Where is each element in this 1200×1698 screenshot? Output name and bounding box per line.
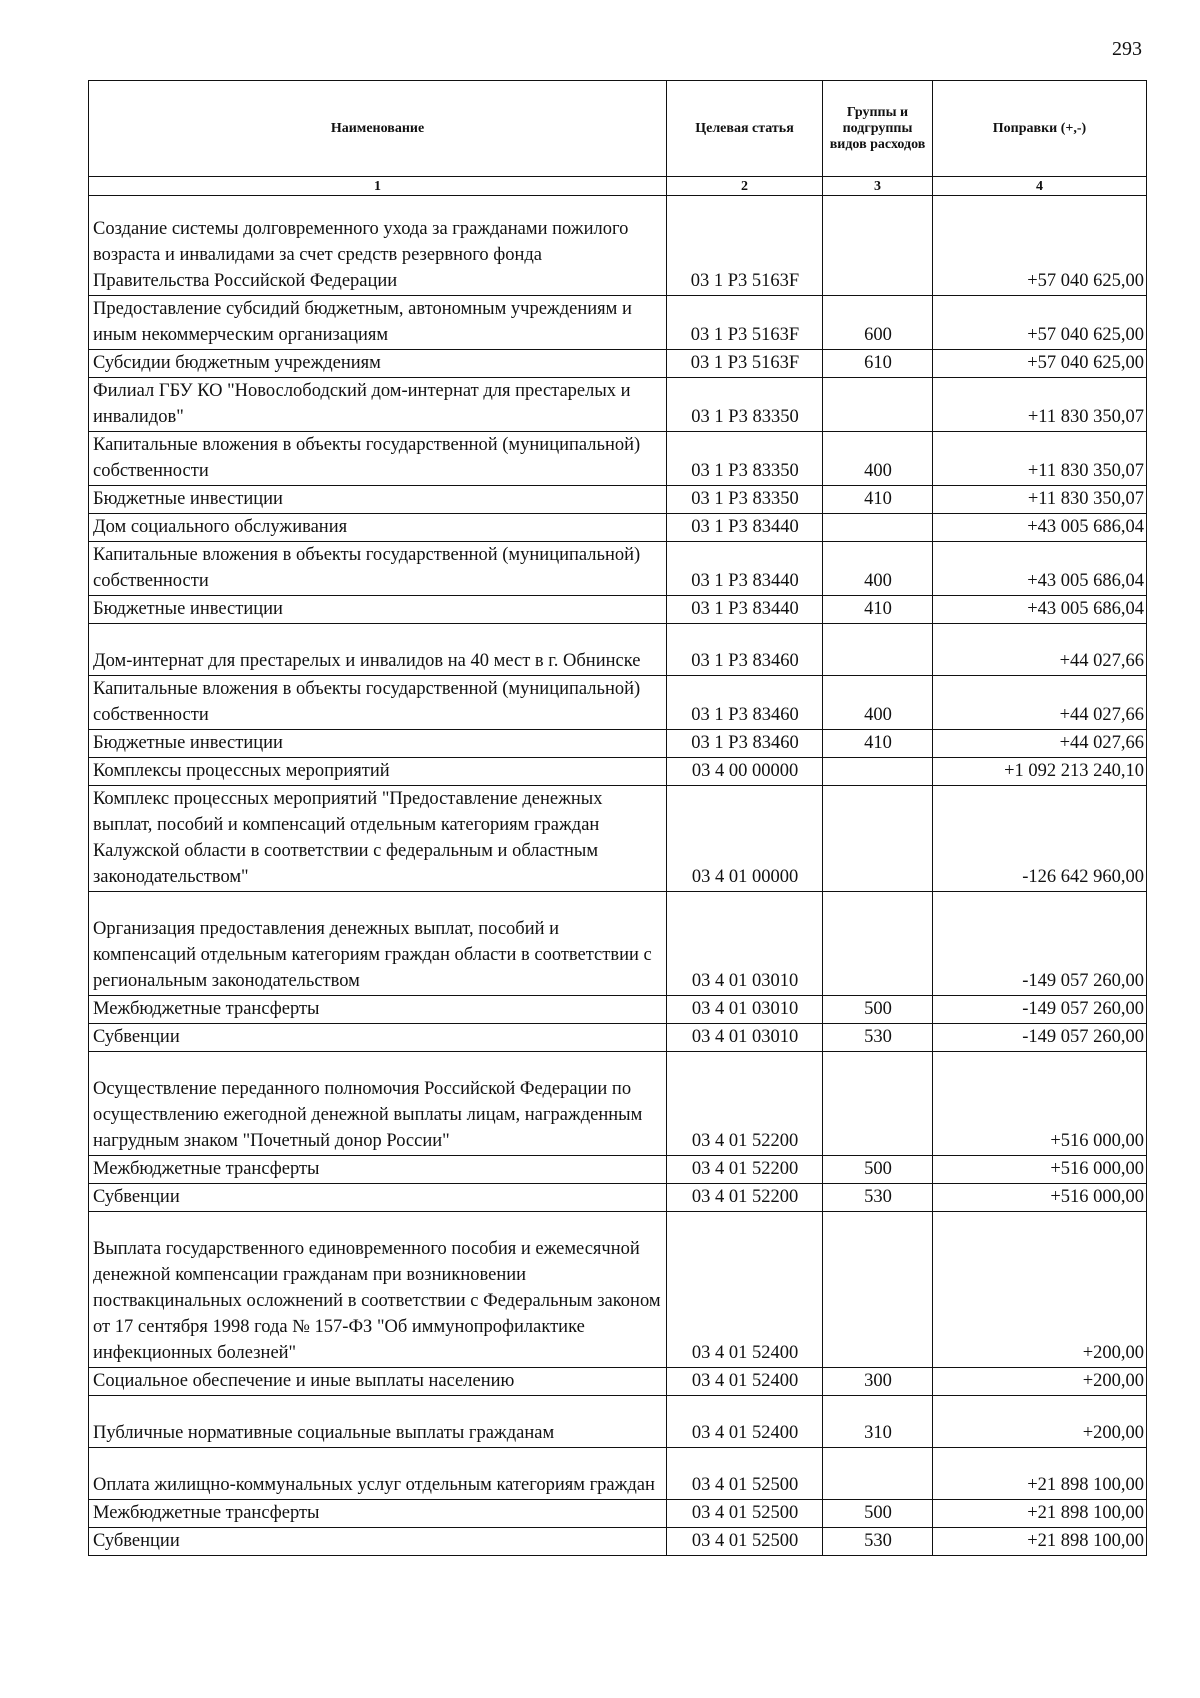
row-name: Субвенции xyxy=(89,1024,667,1052)
table-row xyxy=(89,378,1147,432)
row-name: Субвенции xyxy=(89,1528,667,1556)
row-target-article: 03 4 01 52400 xyxy=(667,1396,823,1448)
row-target-article: 03 4 01 03010 xyxy=(667,1024,823,1052)
row-name: Публичные нормативные социальные выплаты гражданам xyxy=(89,1396,667,1448)
page-number: 293 xyxy=(1112,38,1142,60)
table-row xyxy=(89,486,1147,514)
table-row xyxy=(89,1212,1147,1368)
row-expense-group: 530 xyxy=(823,1184,933,1212)
row-target-article: 03 4 01 52200 xyxy=(667,1184,823,1212)
budget-table xyxy=(88,80,1147,1556)
table-row xyxy=(89,296,1147,350)
table-row xyxy=(89,1052,1147,1156)
row-target-article: 03 1 Р3 5163F xyxy=(667,350,823,378)
row-amount: +11 830 350,07 xyxy=(933,486,1147,514)
row-target-article: 03 4 01 00000 xyxy=(667,786,823,892)
row-expense-group xyxy=(823,758,933,786)
row-amount: +516 000,00 xyxy=(933,1052,1147,1156)
row-name: Оплата жилищно-коммунальных услуг отдельным категориям граждан xyxy=(89,1448,667,1500)
row-target-article: 03 4 01 52200 xyxy=(667,1052,823,1156)
row-target-article: 03 4 01 52200 xyxy=(667,1156,823,1184)
table-row xyxy=(89,1448,1147,1500)
table-row xyxy=(89,996,1147,1024)
table-body xyxy=(89,196,1147,1556)
row-target-article: 03 1 Р3 83350 xyxy=(667,486,823,514)
row-target-article: 03 1 Р3 83440 xyxy=(667,542,823,596)
row-name: Предоставление субсидий бюджетным, автономным учреждениям и иным некоммерческим организациям xyxy=(89,296,667,350)
header-num-1: 1 xyxy=(89,177,667,196)
row-expense-group: 610 xyxy=(823,350,933,378)
row-expense-group: 310 xyxy=(823,1396,933,1448)
row-target-article: 03 4 01 03010 xyxy=(667,892,823,996)
row-name: Комплексы процессных мероприятий xyxy=(89,758,667,786)
row-name: Субсидии бюджетным учреждениям xyxy=(89,350,667,378)
row-expense-group: 410 xyxy=(823,730,933,758)
row-name: Осуществление переданного полномочия Российской Федерации по осуществлению ежегодной денежной выплаты лицам, награжденным нагрудным знаком "Почетный донор России" xyxy=(89,1052,667,1156)
table-row xyxy=(89,1396,1147,1448)
row-amount: +1 092 213 240,10 xyxy=(933,758,1147,786)
row-amount: +44 027,66 xyxy=(933,676,1147,730)
row-expense-group xyxy=(823,378,933,432)
row-target-article: 03 4 01 52500 xyxy=(667,1500,823,1528)
header-target-article: Целевая статья xyxy=(667,81,823,177)
header-expense-groups: Группы и подгруппы видов расходов xyxy=(823,81,933,177)
table-row xyxy=(89,786,1147,892)
table-row xyxy=(89,892,1147,996)
row-amount: +21 898 100,00 xyxy=(933,1448,1147,1500)
row-expense-group xyxy=(823,892,933,996)
row-amount: -126 642 960,00 xyxy=(933,786,1147,892)
row-amount: +516 000,00 xyxy=(933,1184,1147,1212)
table-row xyxy=(89,350,1147,378)
row-target-article: 03 1 Р3 83460 xyxy=(667,730,823,758)
row-amount: +11 830 350,07 xyxy=(933,378,1147,432)
table-row xyxy=(89,1024,1147,1052)
row-name: Межбюджетные трансферты xyxy=(89,1156,667,1184)
row-target-article: 03 4 01 52500 xyxy=(667,1528,823,1556)
row-expense-group: 500 xyxy=(823,1156,933,1184)
row-amount: +200,00 xyxy=(933,1212,1147,1368)
row-name: Межбюджетные трансферты xyxy=(89,996,667,1024)
row-target-article: 03 1 Р3 83460 xyxy=(667,624,823,676)
row-amount: +57 040 625,00 xyxy=(933,350,1147,378)
row-amount: +11 830 350,07 xyxy=(933,432,1147,486)
row-expense-group xyxy=(823,1448,933,1500)
row-name: Социальное обеспечение и иные выплаты населению xyxy=(89,1368,667,1396)
row-target-article: 03 1 Р3 83350 xyxy=(667,378,823,432)
table-row xyxy=(89,1156,1147,1184)
row-amount: +43 005 686,04 xyxy=(933,542,1147,596)
row-target-article: 03 1 Р3 83460 xyxy=(667,676,823,730)
row-expense-group: 530 xyxy=(823,1024,933,1052)
row-expense-group: 400 xyxy=(823,676,933,730)
row-target-article: 03 4 01 52500 xyxy=(667,1448,823,1500)
row-target-article: 03 1 Р3 5163F xyxy=(667,196,823,296)
table-row xyxy=(89,624,1147,676)
row-name: Дом-интернат для престарелых и инвалидов на 40 мест в г. Обнинске xyxy=(89,624,667,676)
row-target-article: 03 4 01 03010 xyxy=(667,996,823,1024)
row-expense-group: 400 xyxy=(823,542,933,596)
row-amount: +57 040 625,00 xyxy=(933,196,1147,296)
row-amount: +21 898 100,00 xyxy=(933,1500,1147,1528)
row-name: Филиал ГБУ КО "Новослободский дом-интернат для престарелых и инвалидов" xyxy=(89,378,667,432)
row-target-article: 03 1 Р3 83350 xyxy=(667,432,823,486)
row-amount: +57 040 625,00 xyxy=(933,296,1147,350)
row-name: Организация предоставления денежных выплат, пособий и компенсаций отдельным категориям граждан области в соответствии с региональным законодательством xyxy=(89,892,667,996)
table-row xyxy=(89,758,1147,786)
row-amount: -149 057 260,00 xyxy=(933,996,1147,1024)
table-row xyxy=(89,514,1147,542)
row-expense-group: 530 xyxy=(823,1528,933,1556)
table-row xyxy=(89,542,1147,596)
header-num-4: 4 xyxy=(933,177,1147,196)
row-expense-group: 600 xyxy=(823,296,933,350)
table-row xyxy=(89,196,1147,296)
row-amount: +200,00 xyxy=(933,1368,1147,1396)
row-expense-group xyxy=(823,196,933,296)
row-name: Комплекс процессных мероприятий "Предоставление денежных выплат, пособий и компенсаций отдельным категориям граждан Калужской области в соответствии с федеральным и областным законодательством" xyxy=(89,786,667,892)
row-amount: +44 027,66 xyxy=(933,624,1147,676)
header-num-3: 3 xyxy=(823,177,933,196)
header-amendments: Поправки (+,-) xyxy=(933,81,1147,177)
table-row xyxy=(89,1184,1147,1212)
header-num-2: 2 xyxy=(667,177,823,196)
row-name: Межбюджетные трансферты xyxy=(89,1500,667,1528)
row-amount: +43 005 686,04 xyxy=(933,596,1147,624)
row-name: Бюджетные инвестиции xyxy=(89,730,667,758)
row-target-article: 03 4 01 52400 xyxy=(667,1368,823,1396)
row-target-article: 03 1 Р3 83440 xyxy=(667,514,823,542)
row-amount: +516 000,00 xyxy=(933,1156,1147,1184)
table-row xyxy=(89,730,1147,758)
row-expense-group xyxy=(823,514,933,542)
row-amount: -149 057 260,00 xyxy=(933,1024,1147,1052)
row-amount: +21 898 100,00 xyxy=(933,1528,1147,1556)
row-expense-group: 300 xyxy=(823,1368,933,1396)
row-name: Капитальные вложения в объекты государственной (муниципальной) собственности xyxy=(89,542,667,596)
row-target-article: 03 1 Р3 83440 xyxy=(667,596,823,624)
row-expense-group: 410 xyxy=(823,486,933,514)
row-name: Дом социального обслуживания xyxy=(89,514,667,542)
row-name: Капитальные вложения в объекты государственной (муниципальной) собственности xyxy=(89,676,667,730)
row-name: Выплата государственного единовременного пособия и ежемесячной денежной компенсации гражданам при возникновении поствакцинальных осложнений в соответствии с Федеральным законом от 17 сентября 1998 года № 157-ФЗ "Об иммунопрофилактике инфекционных болезней" xyxy=(89,1212,667,1368)
row-amount: -149 057 260,00 xyxy=(933,892,1147,996)
table-row xyxy=(89,676,1147,730)
row-expense-group: 400 xyxy=(823,432,933,486)
row-expense-group xyxy=(823,624,933,676)
row-target-article: 03 4 00 00000 xyxy=(667,758,823,786)
table-row xyxy=(89,1368,1147,1396)
table-row xyxy=(89,1500,1147,1528)
row-expense-group xyxy=(823,1052,933,1156)
row-amount: +200,00 xyxy=(933,1396,1147,1448)
row-expense-group: 410 xyxy=(823,596,933,624)
row-expense-group: 500 xyxy=(823,996,933,1024)
row-target-article: 03 1 Р3 5163F xyxy=(667,296,823,350)
row-amount: +43 005 686,04 xyxy=(933,514,1147,542)
table-row xyxy=(89,432,1147,486)
table-row xyxy=(89,596,1147,624)
row-expense-group xyxy=(823,786,933,892)
table-row xyxy=(89,1528,1147,1556)
row-name: Бюджетные инвестиции xyxy=(89,486,667,514)
row-name: Бюджетные инвестиции xyxy=(89,596,667,624)
row-target-article: 03 4 01 52400 xyxy=(667,1212,823,1368)
row-name: Субвенции xyxy=(89,1184,667,1212)
row-name: Создание системы долговременного ухода за гражданами пожилого возраста и инвалидами за счет средств резервного фонда Правительства Российской Федерации xyxy=(89,196,667,296)
row-name: Капитальные вложения в объекты государственной (муниципальной) собственности xyxy=(89,432,667,486)
header-name: Наименование xyxy=(89,81,667,177)
row-expense-group xyxy=(823,1212,933,1368)
row-expense-group: 500 xyxy=(823,1500,933,1528)
row-amount: +44 027,66 xyxy=(933,730,1147,758)
